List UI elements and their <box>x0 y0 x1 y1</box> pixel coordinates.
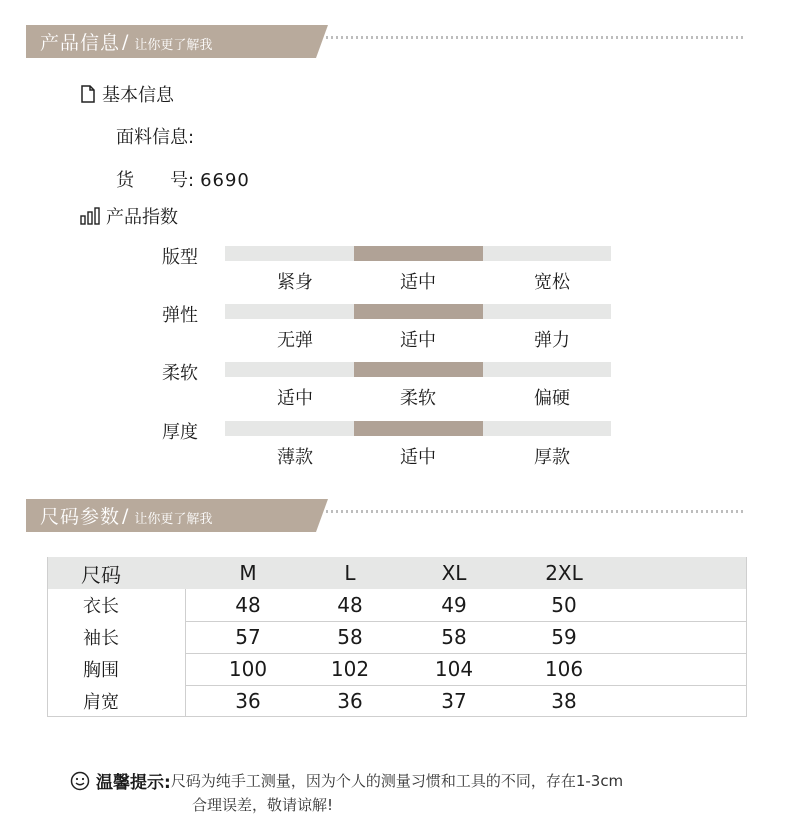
index-segment <box>483 362 611 377</box>
table-cell: 48 <box>235 593 261 617</box>
table-row-label: 肩宽 <box>83 692 119 713</box>
banner-slash: / <box>122 504 129 527</box>
index-segment <box>483 421 611 436</box>
table-cell: 104 <box>434 657 474 681</box>
index-level-bar <box>225 304 611 319</box>
table-row <box>48 653 746 685</box>
table-cell: 106 <box>544 657 584 681</box>
fabric-info-row <box>116 123 194 149</box>
table-row <box>48 621 746 653</box>
index-segment-active <box>354 304 483 319</box>
table-header-cell: L <box>344 561 356 585</box>
sku-row <box>116 166 250 192</box>
table-cell: 49 <box>441 593 467 617</box>
table-header-row <box>48 557 746 589</box>
table-cell: 48 <box>337 593 363 617</box>
table-cell: 59 <box>551 625 577 649</box>
index-option: 适中 <box>400 330 436 351</box>
product-info-banner <box>26 25 316 58</box>
table-header-cell: 2XL <box>545 561 583 585</box>
index-segment <box>225 362 354 377</box>
index-segment-active <box>354 246 483 261</box>
fabric-info-label: 面料信息: <box>116 127 195 148</box>
index-row-label: 柔软 <box>162 363 198 384</box>
table-cell: 102 <box>330 657 370 681</box>
tip-text-line1: 尺码为纯手工测量，因为个人的测量习惯和工具的不同，存在1-3cm <box>170 772 624 790</box>
index-option: 无弹 <box>277 330 313 351</box>
table-cell: 100 <box>228 657 268 681</box>
bar-chart-icon <box>80 207 100 225</box>
index-option: 适中 <box>400 447 436 468</box>
table-row-label: 袖长 <box>83 628 119 649</box>
banner-subtitle: 让你更了解我 <box>134 38 213 53</box>
table-header-cell: M <box>239 561 257 585</box>
divider-dashed <box>326 510 746 513</box>
size-table <box>47 557 747 717</box>
banner-title: 产品信息 <box>40 32 121 54</box>
banner-tail <box>316 499 328 532</box>
product-index-title: 产品指数 <box>106 207 178 228</box>
index-option: 适中 <box>400 272 436 293</box>
banner-title: 尺码参数 <box>40 506 121 528</box>
index-level-bar <box>225 362 611 377</box>
index-row-label: 厚度 <box>162 422 198 443</box>
index-level-bar <box>225 246 611 261</box>
table-header-cell: XL <box>441 561 467 585</box>
table-row-label: 胸围 <box>83 660 119 681</box>
index-option: 薄款 <box>277 447 313 468</box>
index-option: 宽松 <box>534 272 570 293</box>
basic-info-header <box>80 81 174 107</box>
tip-line <box>70 768 623 793</box>
table-row-label: 衣长 <box>83 596 119 617</box>
banner-slash: / <box>122 30 129 53</box>
index-segment-active <box>354 362 483 377</box>
index-option: 偏硬 <box>534 388 570 409</box>
table-cell: 58 <box>337 625 363 649</box>
index-option: 厚款 <box>534 447 570 468</box>
tip-text-line2: 合理误差，敬请谅解! <box>192 796 334 814</box>
table-row <box>48 589 746 621</box>
table-cell: 36 <box>235 689 261 713</box>
table-cell: 50 <box>551 593 577 617</box>
banner-tail <box>316 25 328 58</box>
index-segment-active <box>354 421 483 436</box>
index-segment <box>225 304 354 319</box>
tip-title: 温馨提示: <box>96 773 171 793</box>
product-index-header <box>80 203 178 229</box>
table-cell: 57 <box>235 625 261 649</box>
index-segment <box>483 304 611 319</box>
index-segment <box>225 246 354 261</box>
size-param-banner <box>26 499 316 532</box>
sku-value: 6690 <box>200 170 250 191</box>
index-option: 紧身 <box>277 272 313 293</box>
index-row-label: 版型 <box>162 247 198 268</box>
table-row <box>48 685 746 717</box>
table-cell: 58 <box>441 625 467 649</box>
table-cell: 36 <box>337 689 363 713</box>
index-segment <box>225 421 354 436</box>
index-row-label: 弹性 <box>162 305 198 326</box>
divider-dashed <box>326 36 746 39</box>
banner-subtitle: 让你更了解我 <box>134 512 213 527</box>
index-level-bar <box>225 421 611 436</box>
index-segment <box>483 246 611 261</box>
table-cell: 38 <box>551 689 577 713</box>
index-option: 适中 <box>277 388 313 409</box>
document-icon <box>80 85 96 103</box>
smile-icon <box>70 771 90 791</box>
basic-info-title: 基本信息 <box>102 85 174 106</box>
index-option: 弹力 <box>534 330 570 351</box>
sku-label: 货 号: <box>116 170 195 191</box>
table-cell: 37 <box>441 689 467 713</box>
table-header-cell: 尺码 <box>81 562 121 587</box>
index-option: 柔软 <box>400 388 436 409</box>
